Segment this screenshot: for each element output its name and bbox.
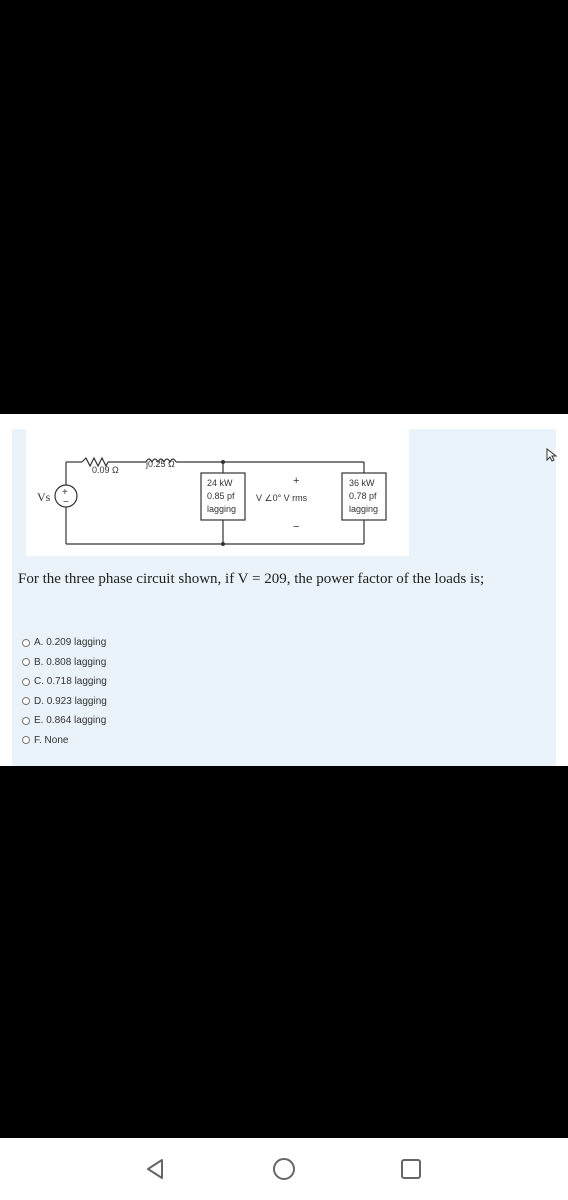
option-f[interactable]	[22, 731, 107, 751]
radio-icon[interactable]	[22, 639, 30, 647]
back-triangle-icon[interactable]	[142, 1155, 170, 1183]
question-text: For the three phase circuit shown, if V = 209, the power factor of the loads is;	[18, 571, 485, 587]
load2-power: 36 kW	[349, 478, 375, 488]
option-label: A. 0.209 lagging	[34, 637, 107, 649]
option-label: E. 0.864 lagging	[34, 715, 107, 727]
resistor-label: 0.09 Ω	[92, 465, 119, 475]
source-plus: +	[62, 487, 68, 498]
black-top-area	[0, 0, 568, 414]
radio-icon[interactable]	[22, 658, 30, 666]
option-label: F. None	[34, 734, 69, 746]
load2-pf: 0.78 pf	[349, 491, 377, 501]
content-area	[0, 414, 568, 766]
source-minus: −	[63, 497, 69, 508]
option-label: C. 0.718 lagging	[34, 676, 107, 688]
circuit-diagram	[26, 429, 409, 556]
load1-power: 24 kW	[207, 478, 233, 488]
voltage-plus: +	[293, 475, 300, 487]
load1-type: lagging	[207, 504, 237, 514]
voltage-label: V ∠0° V rms	[256, 493, 308, 503]
option-label: D. 0.923 lagging	[34, 695, 107, 707]
voltage-minus: −	[293, 521, 300, 533]
source-label: Vs	[37, 490, 51, 504]
option-label: B. 0.808 lagging	[34, 656, 107, 668]
radio-icon[interactable]	[22, 717, 30, 725]
inductor-label: j0.25 Ω	[146, 459, 175, 469]
option-c[interactable]	[22, 672, 107, 692]
load1-pf: 0.85 pf	[207, 491, 235, 501]
radio-icon[interactable]	[22, 678, 30, 686]
option-b[interactable]	[22, 653, 107, 673]
options-list	[22, 633, 107, 750]
option-a[interactable]	[22, 633, 107, 653]
android-navbar	[0, 1138, 568, 1200]
recents-square-icon[interactable]	[397, 1155, 425, 1183]
question-panel	[12, 429, 556, 766]
load2-type: lagging	[349, 504, 379, 514]
option-e[interactable]	[22, 711, 107, 731]
circuit-svg	[26, 429, 409, 556]
option-d[interactable]	[22, 692, 107, 712]
mouse-cursor-icon	[546, 448, 558, 462]
radio-icon[interactable]	[22, 736, 30, 744]
radio-icon[interactable]	[22, 697, 30, 705]
home-circle-icon[interactable]	[270, 1155, 298, 1183]
black-bottom-area	[0, 766, 568, 1138]
